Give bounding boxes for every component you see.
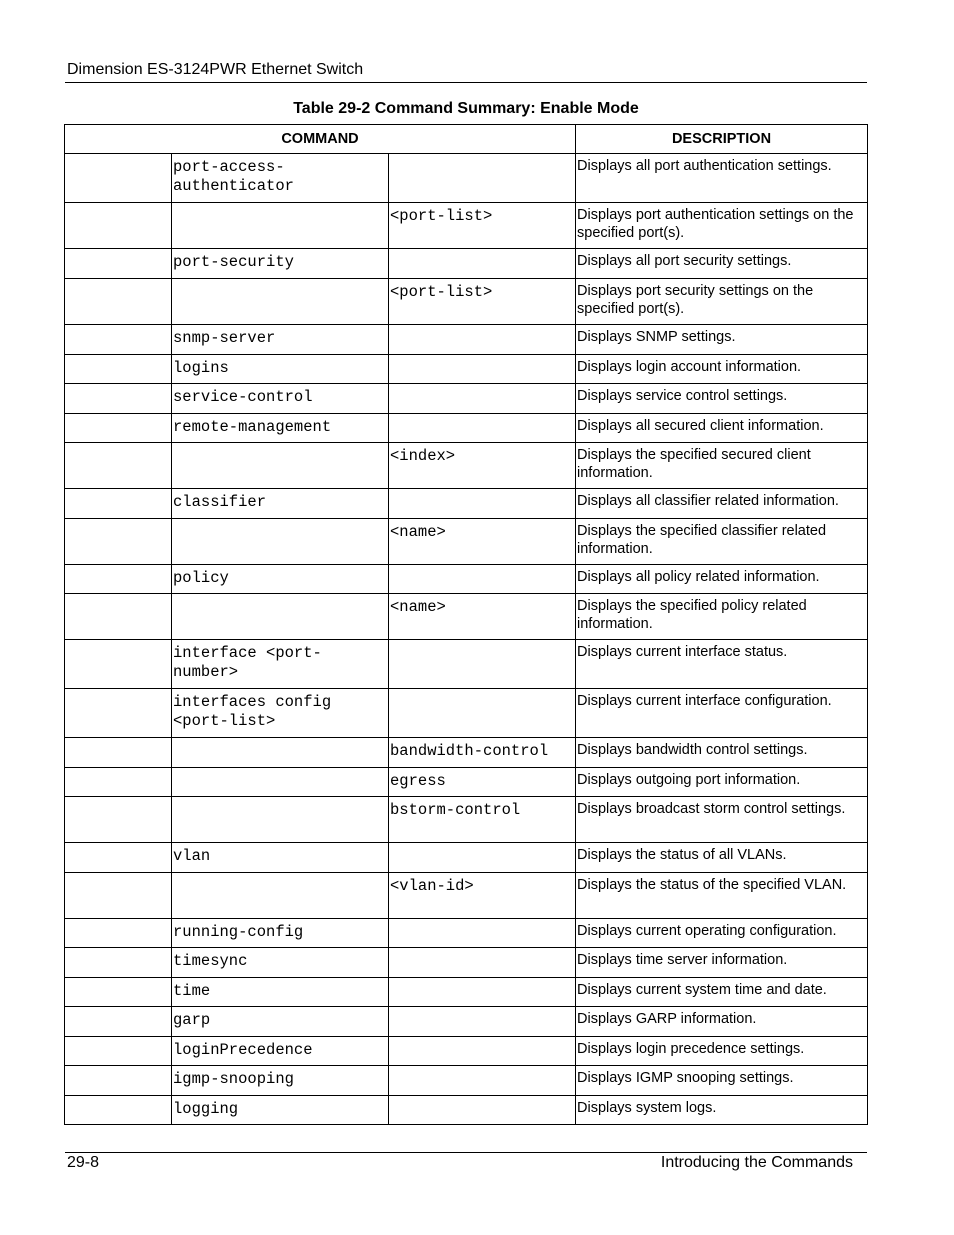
command-argument-text xyxy=(389,325,575,329)
command-description xyxy=(576,1037,868,1066)
command-keyword xyxy=(172,738,389,768)
cell-blank-text xyxy=(65,1037,171,1041)
cell-blank xyxy=(65,565,172,594)
command-argument xyxy=(389,948,576,978)
cell-blank-text xyxy=(65,279,171,283)
command-argument-text: <port-list> xyxy=(390,207,493,225)
table-row xyxy=(65,797,868,843)
cell-blank xyxy=(65,978,172,1007)
command-keyword-text: interfaces config <port-list> xyxy=(173,693,332,730)
command-description xyxy=(576,1007,868,1037)
command-argument xyxy=(389,249,576,279)
command-description-text: Displays port authentication settings on the specified port(s). xyxy=(577,207,854,241)
cell-blank xyxy=(65,414,172,443)
command-argument xyxy=(389,843,576,873)
command-argument-text xyxy=(389,919,575,923)
command-description xyxy=(576,1096,868,1125)
command-description-text: Displays GARP information. xyxy=(577,1011,757,1027)
command-argument-text xyxy=(389,978,575,982)
command-argument-text xyxy=(389,1037,575,1041)
command-keyword xyxy=(172,279,389,325)
command-keyword-text: vlan xyxy=(173,847,211,865)
table-row xyxy=(65,843,868,873)
cell-blank xyxy=(65,873,172,919)
command-keyword xyxy=(172,489,389,519)
command-keyword xyxy=(172,414,389,443)
command-argument xyxy=(389,594,576,640)
cell-blank xyxy=(65,384,172,414)
command-keyword-text: igmp-snooping xyxy=(173,1070,294,1088)
cell-blank xyxy=(65,1007,172,1037)
command-argument-text xyxy=(389,414,575,418)
cell-blank-text xyxy=(65,640,171,644)
table-row xyxy=(65,279,868,325)
command-keyword-text xyxy=(172,443,388,447)
command-description-text: Displays bandwidth control settings. xyxy=(577,742,808,758)
table-row xyxy=(65,1096,868,1125)
cell-blank-text xyxy=(65,843,171,847)
table-row xyxy=(65,689,868,738)
command-description xyxy=(576,640,868,689)
cell-blank xyxy=(65,279,172,325)
command-keyword-text: running-config xyxy=(173,923,304,941)
command-keyword xyxy=(172,355,389,384)
cell-blank-text xyxy=(65,249,171,253)
command-description-text: Displays current interface status. xyxy=(577,644,788,660)
cell-blank xyxy=(65,640,172,689)
command-keyword xyxy=(172,919,389,948)
cell-blank xyxy=(65,154,172,203)
table-row xyxy=(65,1066,868,1096)
command-keyword xyxy=(172,978,389,1007)
command-description xyxy=(576,489,868,519)
command-keyword xyxy=(172,443,389,489)
command-summary-table xyxy=(64,124,868,1125)
command-argument-text xyxy=(389,948,575,952)
command-description xyxy=(576,978,868,1007)
command-argument xyxy=(389,565,576,594)
command-argument xyxy=(389,1096,576,1125)
command-description xyxy=(576,919,868,948)
cell-blank-text xyxy=(65,325,171,329)
command-argument-text xyxy=(389,689,575,693)
cell-blank xyxy=(65,443,172,489)
cell-blank-text xyxy=(65,948,171,952)
cell-blank-text xyxy=(65,519,171,523)
command-argument-text xyxy=(389,489,575,493)
command-description-text: Displays all policy related information. xyxy=(577,569,820,585)
cell-blank-text xyxy=(65,738,171,742)
table-row xyxy=(65,384,868,414)
command-keyword-text xyxy=(172,768,388,772)
command-keyword xyxy=(172,1096,389,1125)
command-keyword-text: logins xyxy=(173,359,229,377)
command-argument-text xyxy=(389,1096,575,1100)
command-description-text: Displays outgoing port information. xyxy=(577,772,801,788)
command-description xyxy=(576,738,868,768)
command-description xyxy=(576,948,868,978)
cell-blank xyxy=(65,325,172,355)
command-keyword-text xyxy=(172,873,388,877)
command-description xyxy=(576,565,868,594)
command-description-text: Displays current interface configuration. xyxy=(577,693,832,709)
command-argument xyxy=(389,443,576,489)
cell-blank xyxy=(65,203,172,249)
cell-blank-text xyxy=(65,873,171,877)
table-row xyxy=(65,1007,868,1037)
command-keyword-text: policy xyxy=(173,569,229,587)
cell-blank-text xyxy=(65,489,171,493)
cell-blank xyxy=(65,1096,172,1125)
footer-divider xyxy=(65,1152,867,1153)
command-description-text: Displays current system time and date. xyxy=(577,982,827,998)
command-description xyxy=(576,279,868,325)
command-keyword-text xyxy=(172,203,388,207)
command-description-text: Displays all secured client information. xyxy=(577,418,824,434)
command-keyword xyxy=(172,249,389,279)
command-description-text: Displays the specified secured client information. xyxy=(577,447,811,481)
command-keyword-text xyxy=(172,594,388,598)
command-description-text: Displays login account information. xyxy=(577,359,802,375)
command-keyword xyxy=(172,325,389,355)
command-argument-text: <name> xyxy=(390,523,446,541)
command-keyword xyxy=(172,594,389,640)
table-row xyxy=(65,768,868,797)
command-description-text: Displays time server information. xyxy=(577,952,788,968)
cell-blank-text xyxy=(65,414,171,418)
command-description-text: Displays the status of the specified VLAN. xyxy=(577,877,847,893)
table-row xyxy=(65,414,868,443)
cell-blank-text xyxy=(65,154,171,158)
command-description xyxy=(576,249,868,279)
command-description xyxy=(576,443,868,489)
command-argument-text: <index> xyxy=(390,447,456,465)
command-keyword xyxy=(172,768,389,797)
command-description-text: Displays current operating configuration. xyxy=(577,923,837,939)
command-argument xyxy=(389,919,576,948)
cell-blank xyxy=(65,249,172,279)
command-keyword-text xyxy=(172,797,388,801)
command-argument xyxy=(389,279,576,325)
command-keyword-text: interface <port- number> xyxy=(173,644,322,681)
description-column-header: DESCRIPTION xyxy=(576,125,868,154)
cell-blank-text xyxy=(65,565,171,569)
cell-blank xyxy=(65,919,172,948)
command-argument-text xyxy=(389,355,575,359)
command-keyword-text xyxy=(172,279,388,283)
command-keyword xyxy=(172,873,389,919)
command-keyword xyxy=(172,689,389,738)
command-argument-text xyxy=(389,154,575,158)
command-description xyxy=(576,154,868,203)
cell-blank-text xyxy=(65,1066,171,1070)
command-keyword xyxy=(172,843,389,873)
command-argument xyxy=(389,1007,576,1037)
table-row xyxy=(65,919,868,948)
command-keyword-text: time xyxy=(173,982,211,1000)
command-description xyxy=(576,689,868,738)
command-description xyxy=(576,519,868,565)
cell-blank xyxy=(65,489,172,519)
command-argument-text: <vlan-id> xyxy=(390,877,474,895)
command-argument-text xyxy=(389,384,575,388)
command-keyword-text: remote-management xyxy=(173,418,332,436)
command-keyword-text: logging xyxy=(173,1100,239,1118)
command-description-text: Displays all port authentication settings. xyxy=(577,158,832,174)
cell-blank xyxy=(65,594,172,640)
cell-blank xyxy=(65,1066,172,1096)
command-argument-text: <port-list> xyxy=(390,283,493,301)
cell-blank-text xyxy=(65,443,171,447)
command-keyword xyxy=(172,519,389,565)
command-description xyxy=(576,355,868,384)
command-argument xyxy=(389,489,576,519)
command-description-text: Displays the specified classifier related information. xyxy=(577,523,827,557)
command-description-text: Displays port security settings on the specified port(s). xyxy=(577,283,814,317)
cell-blank xyxy=(65,355,172,384)
cell-blank-text xyxy=(65,203,171,207)
table-caption: Table 29-2 Command Summary: Enable Mode xyxy=(293,100,639,117)
table-row xyxy=(65,1037,868,1066)
command-keyword xyxy=(172,948,389,978)
command-description xyxy=(576,1066,868,1096)
command-keyword xyxy=(172,565,389,594)
command-description xyxy=(576,414,868,443)
cell-blank-text xyxy=(65,919,171,923)
command-argument xyxy=(389,873,576,919)
command-argument xyxy=(389,797,576,843)
table-row xyxy=(65,640,868,689)
cell-blank xyxy=(65,768,172,797)
command-argument xyxy=(389,768,576,797)
command-keyword-text: garp xyxy=(173,1011,211,1029)
command-keyword-text: service-control xyxy=(173,388,313,406)
cell-blank xyxy=(65,738,172,768)
cell-blank-text xyxy=(65,384,171,388)
command-keyword-text xyxy=(172,738,388,742)
command-argument xyxy=(389,355,576,384)
command-argument-text xyxy=(389,1007,575,1011)
command-keyword-text: port-security xyxy=(173,253,294,271)
command-description-text: Displays SNMP settings. xyxy=(577,329,736,345)
command-description xyxy=(576,843,868,873)
command-argument xyxy=(389,689,576,738)
table-row xyxy=(65,443,868,489)
command-description xyxy=(576,325,868,355)
command-description-text: Displays all classifier related information. xyxy=(577,493,839,509)
command-description-text: Displays IGMP snooping settings. xyxy=(577,1070,794,1086)
command-keyword xyxy=(172,1007,389,1037)
cell-blank-text xyxy=(65,1007,171,1011)
command-argument xyxy=(389,154,576,203)
command-keyword-text: loginPrecedence xyxy=(173,1041,313,1059)
page-number: 29-8 xyxy=(67,1154,100,1171)
command-argument xyxy=(389,384,576,414)
command-description-text: Displays the status of all VLANs. xyxy=(577,847,787,863)
table-row xyxy=(65,873,868,919)
command-keyword xyxy=(172,154,389,203)
command-description xyxy=(576,768,868,797)
command-argument-text xyxy=(389,640,575,644)
command-column-header: COMMAND xyxy=(65,125,576,154)
command-argument xyxy=(389,640,576,689)
table-row xyxy=(65,203,868,249)
table-header-row xyxy=(65,125,868,154)
command-keyword-text: classifier xyxy=(173,493,267,511)
table-row xyxy=(65,249,868,279)
command-description-text: Displays login precedence settings. xyxy=(577,1041,805,1057)
command-description xyxy=(576,797,868,843)
command-description-text: Displays all port security settings. xyxy=(577,253,792,269)
table-row xyxy=(65,978,868,1007)
command-argument-text: egress xyxy=(390,772,446,790)
command-keyword-text: port-access- authenticator xyxy=(173,158,294,195)
table-row xyxy=(65,519,868,565)
command-argument xyxy=(389,978,576,1007)
command-argument-text: <name> xyxy=(390,598,446,616)
command-description xyxy=(576,203,868,249)
command-argument-text xyxy=(389,249,575,253)
cell-blank-text xyxy=(65,689,171,693)
command-description-text: Displays broadcast storm control settings. xyxy=(577,801,846,817)
table-row xyxy=(65,154,868,203)
command-argument xyxy=(389,325,576,355)
table-row xyxy=(65,948,868,978)
command-argument xyxy=(389,519,576,565)
table-row xyxy=(65,565,868,594)
command-keyword xyxy=(172,640,389,689)
cell-blank xyxy=(65,1037,172,1066)
table-row xyxy=(65,489,868,519)
cell-blank xyxy=(65,519,172,565)
cell-blank xyxy=(65,689,172,738)
command-argument xyxy=(389,738,576,768)
command-keyword xyxy=(172,1037,389,1066)
command-keyword-text: timesync xyxy=(173,952,248,970)
command-argument-text xyxy=(389,1066,575,1070)
cell-blank-text xyxy=(65,978,171,982)
command-description xyxy=(576,873,868,919)
table-row xyxy=(65,738,868,768)
command-keyword xyxy=(172,797,389,843)
cell-blank-text xyxy=(65,797,171,801)
command-description-text: Displays system logs. xyxy=(577,1100,717,1116)
command-argument-text: bstorm-control xyxy=(390,801,521,819)
command-description xyxy=(576,594,868,640)
command-argument xyxy=(389,1066,576,1096)
header-divider xyxy=(65,82,867,83)
cell-blank xyxy=(65,843,172,873)
command-keyword-text xyxy=(172,519,388,523)
page-header-title: Dimension ES-3124PWR Ethernet Switch xyxy=(67,61,364,78)
command-argument-text xyxy=(389,843,575,847)
command-description xyxy=(576,384,868,414)
command-argument-text xyxy=(389,565,575,569)
command-argument xyxy=(389,1037,576,1066)
command-keyword xyxy=(172,203,389,249)
cell-blank-text xyxy=(65,355,171,359)
command-description-text: Displays service control settings. xyxy=(577,388,788,404)
cell-blank-text xyxy=(65,1096,171,1100)
table-row xyxy=(65,355,868,384)
table-row xyxy=(65,325,868,355)
command-description-text: Displays the specified policy related information. xyxy=(577,598,807,632)
command-argument-text: bandwidth-control xyxy=(390,742,549,760)
command-keyword-text: snmp-server xyxy=(173,329,276,347)
command-keyword xyxy=(172,1066,389,1096)
cell-blank-text xyxy=(65,594,171,598)
table-row xyxy=(65,594,868,640)
cell-blank-text xyxy=(65,768,171,772)
cell-blank xyxy=(65,948,172,978)
cell-blank xyxy=(65,797,172,843)
command-argument xyxy=(389,414,576,443)
chapter-title: Introducing the Commands xyxy=(660,1154,853,1171)
command-keyword xyxy=(172,384,389,414)
command-argument xyxy=(389,203,576,249)
